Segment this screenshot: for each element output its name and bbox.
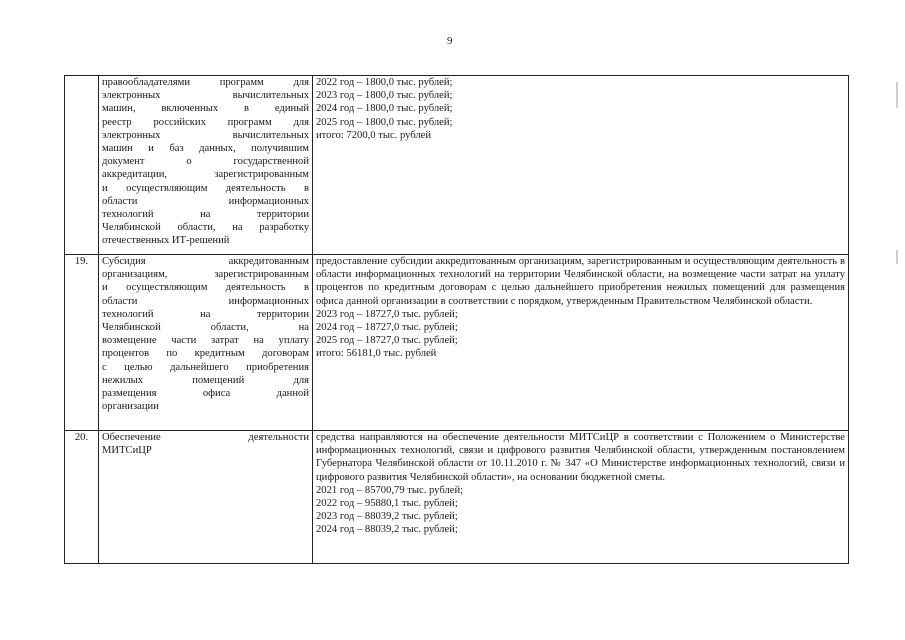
- measure-description: средства направляются на обеспечение деятельности МИТСиЦР в соответствии с Положением о Министерстве информационных технологий, связи и цифрового развития Челябинской области, утвержденным постановлением Губернатора Челябинской области от 10.11.2010 г. № 347 «О Министерстве информационных технологий, связи и цифрового развития Челябинской области», на основании бюджетной сметы.: [316, 432, 845, 483]
- measure-name-line: и осуществляющим деятельность в: [102, 182, 309, 194]
- measure-name-line: электронных вычислительных: [102, 90, 309, 102]
- measure-name-line: технологий на территории: [102, 209, 309, 221]
- measure-name-line: МИТСиЦР: [102, 445, 152, 457]
- funding-amount: 2024 год – 1800,0 тыс. рублей;: [316, 103, 453, 115]
- measure-name-line: и осуществляющим деятельность в: [102, 282, 309, 294]
- measure-name-line: области информационных: [102, 295, 309, 307]
- measure-name-line: Обеспечение деятельности: [102, 432, 309, 443]
- measures-table: [64, 75, 849, 564]
- row-number-cell: 19.: [65, 255, 99, 431]
- measure-description-cell: [313, 76, 849, 255]
- measure-name-line: возмещение части затрат на уплату: [102, 335, 309, 347]
- table-row: [65, 431, 849, 564]
- funding-amount: 2023 год – 1800,0 тыс. рублей;: [316, 90, 453, 102]
- measure-name-line: Челябинской области, на разработку: [102, 222, 309, 234]
- measure-name-line: области информационных: [102, 195, 309, 207]
- funding-amount: 2023 год – 88039,2 тыс. рублей;: [316, 511, 458, 523]
- measure-name-line: с целью дальнейшего приобретения: [102, 361, 309, 373]
- measure-name-line: размещения офиса данной: [102, 388, 309, 400]
- measure-name-line: правообладателями программ для: [102, 77, 309, 88]
- measure-name-cell: [99, 431, 313, 564]
- measure-description: предоставление субсидии аккредитованным организациям, зарегистрированным и осуществляющим деятельность в области информационных технологий на территории Челябинской области, на возмещение части затрат на уплату процентов по кредитным договорам с целью дальнейшего приобретения нежилых помещений для размещения офиса данной организации в соответствии с порядком, утвержденным Правительством Челябинской области.: [316, 256, 845, 307]
- funding-amount: 2021 год – 85700,79 тыс. рублей;: [316, 484, 464, 496]
- measure-name-line: реестр российских программ для: [102, 116, 309, 128]
- measure-name-line: отечественных ИТ-решений: [102, 235, 230, 247]
- measure-description-cell: [313, 431, 849, 564]
- measure-name-line: аккредитации, зарегистрированным: [102, 169, 309, 181]
- funding-amount: 2022 год – 1800,0 тыс. рублей;: [316, 77, 453, 88]
- measure-name-line: Челябинской области, на: [102, 322, 309, 334]
- measure-name-line: нежилых помещений для: [102, 374, 309, 386]
- measure-name-cell: [99, 76, 313, 255]
- row-number-cell: [65, 76, 99, 255]
- table-row: [65, 255, 849, 431]
- funding-total: итого: 7200,0 тыс. рублей: [316, 129, 432, 141]
- funding-amount: 2024 год – 88039,2 тыс. рублей;: [316, 524, 458, 536]
- funding-amount: 2023 год – 18727,0 тыс. рублей;: [316, 308, 458, 320]
- funding-total: итого: 56181,0 тыс. рублей: [316, 348, 437, 360]
- measure-name-line: технологий на территории: [102, 308, 309, 320]
- funding-amount: 2022 год – 95880,1 тыс. рублей;: [316, 498, 458, 510]
- funding-amount: 2025 год – 1800,0 тыс. рублей;: [316, 116, 453, 128]
- funding-amount: 2024 год – 18727,0 тыс. рублей;: [316, 322, 458, 334]
- measure-name-line: Субсидия аккредитованным: [102, 256, 309, 267]
- measure-name-line: машин и баз данных, получившим: [102, 143, 309, 155]
- scan-artifact: [896, 82, 898, 108]
- measure-name-line: организациям, зарегистрированным: [102, 269, 309, 281]
- measure-name-line: электронных вычислительных: [102, 129, 309, 141]
- page-number: 9: [447, 35, 453, 47]
- measure-name-line: организации: [102, 401, 159, 413]
- table-row: [65, 76, 849, 255]
- measure-name-line: документ о государственной: [102, 156, 309, 168]
- funding-amount: 2025 год – 18727,0 тыс. рублей;: [316, 335, 458, 347]
- scan-artifact: [896, 250, 898, 264]
- measure-name-line: процентов по кредитным договорам: [102, 348, 309, 360]
- measure-name-cell: [99, 255, 313, 431]
- measure-description-cell: [313, 255, 849, 431]
- row-number-cell: 20.: [65, 431, 99, 564]
- measure-name-line: машин, включенных в единый: [102, 103, 309, 115]
